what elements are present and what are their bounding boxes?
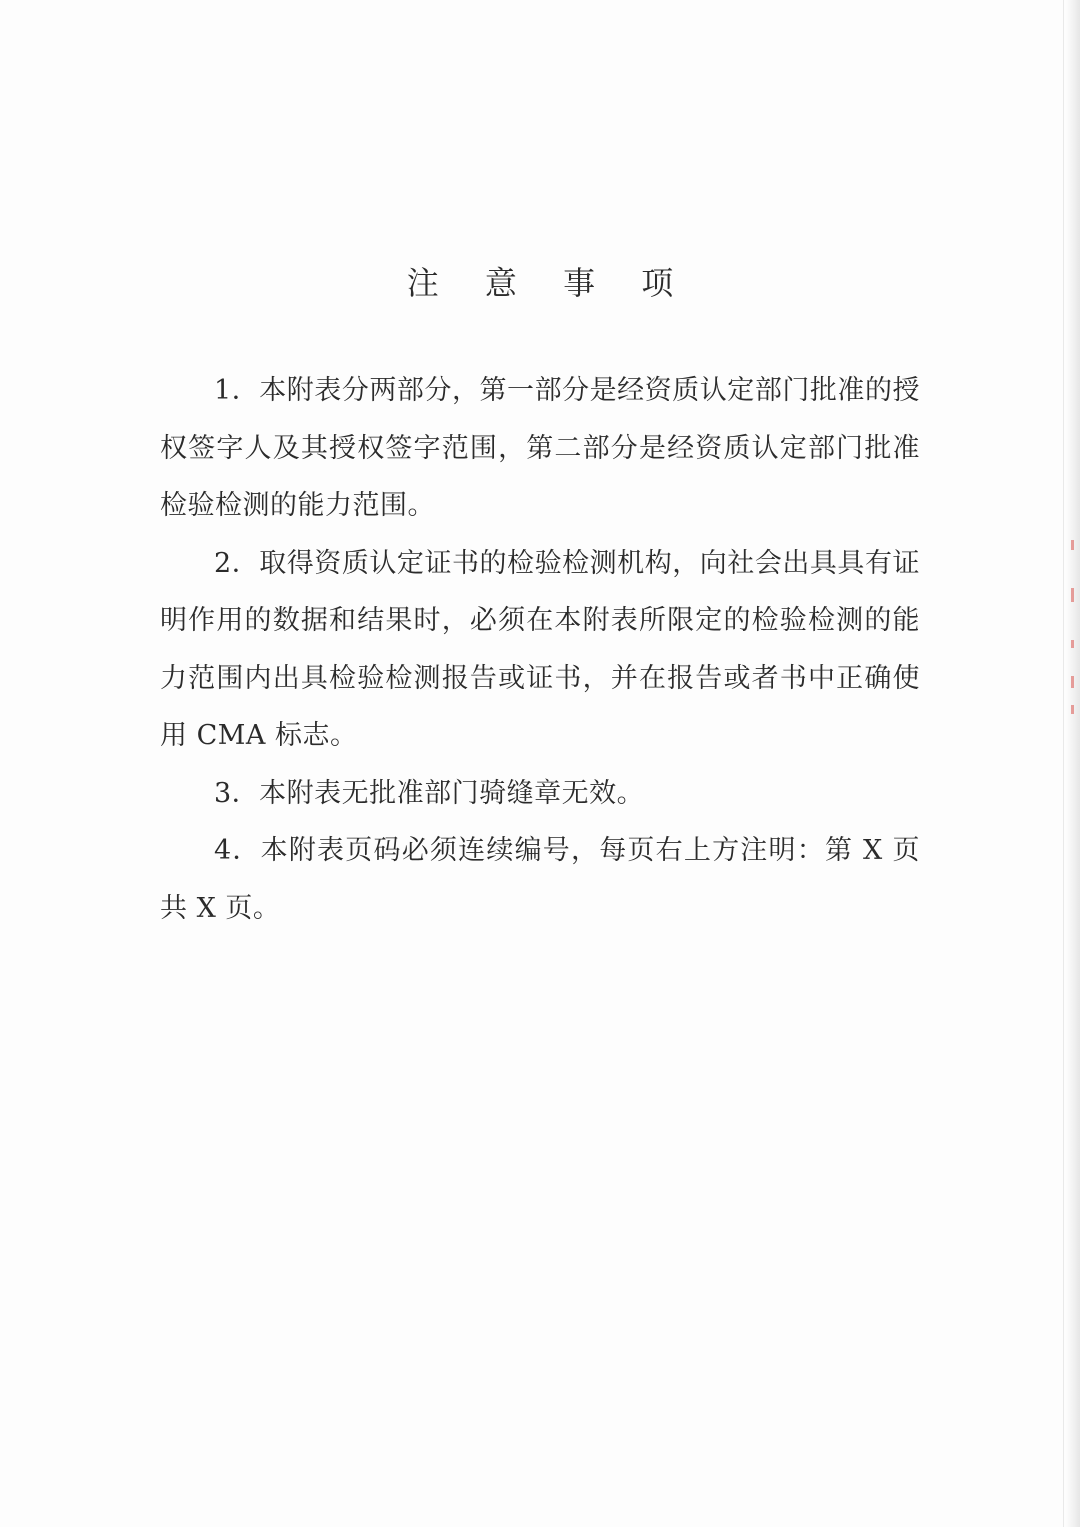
notice-body: [160, 362, 920, 937]
notice-item-4: 4．本附表页码必须连续编号，每页右上方注明：第 X 页共 X 页。: [160, 835, 920, 924]
page-edge-line: [1063, 0, 1064, 1527]
page-title: 注 意 事 项: [406, 264, 692, 302]
notice-item-3: 3．本附表无批准部门骑缝章无效。: [214, 777, 645, 809]
seam-seal-trace: [1071, 705, 1074, 714]
seam-seal-trace: [1071, 540, 1074, 550]
notice-item-2: 2．取得资质认定证书的检验检测机构，向社会出具具有证明作用的数据和结果时，必须在本附表所限定的检验检测的能力范围内出具检验检测报告或证书，并在报告或者书中正确使用 CMA 标志。: [160, 547, 920, 751]
page-edge-shadow: [1066, 0, 1080, 1527]
seam-seal-trace: [1071, 676, 1074, 688]
seam-seal-trace: [1071, 588, 1074, 602]
seam-seal-trace: [1071, 640, 1074, 648]
notice-item-1: 1．本附表分两部分，第一部分是经资质认定部门批准的授权签字人及其授权签字范围，第二部分是经资质认定部门批准检验检测的能力范围。: [160, 375, 920, 521]
